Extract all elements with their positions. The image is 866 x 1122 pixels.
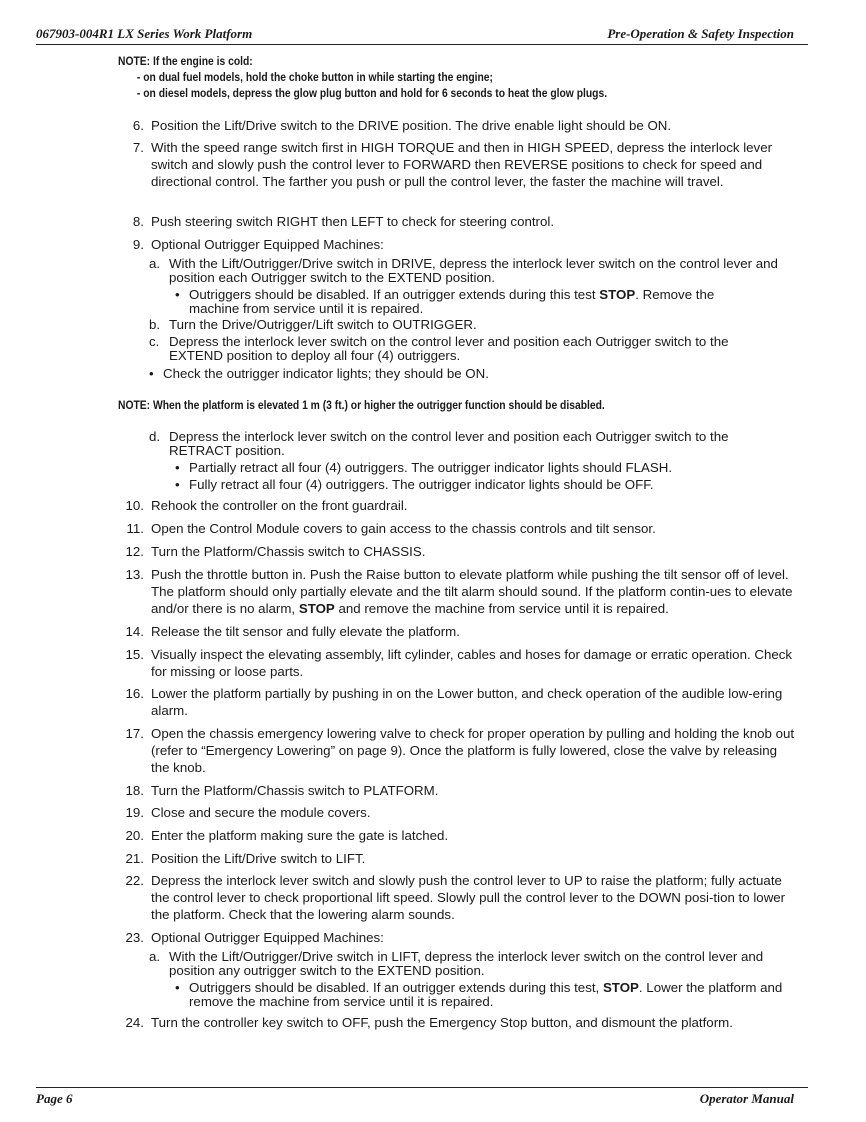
- substep-text: Turn the Drive/Outrigger/Lift switch to OUTRIGGER.: [169, 317, 477, 332]
- step-number: 23.: [125, 930, 144, 945]
- header-section-title: Pre-Operation & Safety Inspection: [607, 26, 794, 41]
- bullet-marker: •: [175, 477, 180, 492]
- step-text: Enter the platform making sure the gate is latched.: [151, 828, 449, 843]
- step-number: 17.: [125, 726, 144, 741]
- step-number: 13.: [125, 567, 144, 582]
- bullet-text: Check the outrigger indicator lights; they should be ON.: [163, 366, 489, 381]
- step-text: Optional Outrigger Equipped Machines:: [151, 930, 384, 945]
- note-engine-cold-diesel: - on diesel models, depress the glow plug button and hold for 6 seconds to heat the glow plugs.: [136, 86, 608, 100]
- step-text: With the speed range switch first in HIGH TORQUE and then in HIGH SPEED, depress the interlock lever switch and slowly push the control lever to FORWARD then REVERSE positions to check for speed and directional control. The farther you push or pull the control lever, the faster the machine will travel.: [151, 140, 773, 189]
- header-document-title: 067903-004R1 LX Series Work Platform: [36, 26, 253, 41]
- step-number: 24.: [125, 1015, 144, 1030]
- footer-page-number: Page 6: [36, 1091, 73, 1106]
- step-number: 11.: [126, 521, 144, 536]
- step-text: Open the Control Module covers to gain access to the chassis controls and tilt sensor.: [151, 521, 656, 536]
- step-number: 10.: [125, 498, 144, 513]
- note-outrigger-disabled: [118, 397, 605, 413]
- substep-text: With the Lift/Outrigger/Drive switch in LIFT, depress the interlock lever switch on the control lever and position any outrigger switch to the EXTEND position.: [169, 949, 764, 978]
- step-text: Turn the Platform/Chassis switch to CHASSIS.: [151, 544, 426, 559]
- step-text: Release the tilt sensor and fully elevate the platform.: [151, 624, 460, 639]
- step-text: Push the throttle button in. Push the Raise button to elevate platform while pushing the tilt sensor off of level. The platform should only partially elevate and the tilt alarm should sound. If the platform contin-ues to elevate and/or there is no alarm, STOP and remove the machine from service until it is repaired.: [151, 567, 793, 616]
- bullet-text: Outriggers should be disabled. If an outrigger extends during this test STOP. Remove the machine from service until it is repaired.: [189, 287, 715, 316]
- step-number: 7.: [132, 140, 144, 155]
- substep-text: With the Lift/Outrigger/Drive switch in DRIVE, depress the interlock lever switch on the control lever and position each Outrigger switch to the EXTEND position.: [169, 256, 778, 285]
- step-number: 15.: [125, 647, 144, 662]
- step-number: 14.: [125, 624, 144, 639]
- substep-letter: a.: [149, 256, 161, 271]
- substep-letter: d.: [149, 429, 161, 444]
- step-text: Turn the Platform/Chassis switch to PLATFORM.: [151, 783, 439, 798]
- step-text: Position the Lift/Drive switch to the DRIVE position. The drive enable light should be ON.: [151, 118, 672, 133]
- stop-emphasis: STOP: [599, 287, 636, 302]
- substep-text: Depress the interlock lever switch on the control lever and position each Outrigger switch to the EXTEND position to deploy all four (4) outriggers.: [169, 334, 729, 363]
- substep-text: Depress the interlock lever switch on the control lever and position each Outrigger switch to the RETRACT position.: [169, 429, 729, 458]
- bullet-marker: •: [175, 980, 180, 995]
- step-text: Depress the interlock lever switch and slowly push the control lever to UP to raise the platform; fully actuate the control lever to check proportional lift speed. Slowly pull the control lever to the DOWN posi-tion to lower the platform. Check that the lowering alarm sounds.: [151, 873, 786, 922]
- stop-emphasis: STOP: [298, 601, 335, 616]
- substep-letter: b.: [149, 317, 161, 332]
- step-text: Visually inspect the elevating assembly, lift cylinder, cables and hoses for damage or erratic operation. Check for missing or loose parts.: [151, 647, 793, 679]
- substep-letter: c.: [149, 334, 160, 349]
- bullet-marker: •: [175, 460, 180, 475]
- page-header: [36, 26, 808, 45]
- step-number: 18.: [125, 783, 144, 798]
- substep-letter: a.: [149, 949, 161, 964]
- note-engine-cold-dual-fuel: - on dual fuel models, hold the choke button in while starting the engine;: [136, 70, 493, 84]
- step-text: Rehook the controller on the front guardrail.: [151, 498, 408, 513]
- step-number: 16.: [125, 686, 144, 701]
- bullet-text: Outriggers should be disabled. If an outrigger extends during this test, STOP. Lower the platform and remove the machine from service until it is repaired.: [189, 980, 783, 1009]
- bullet-text: Fully retract all four (4) outriggers. The outrigger indicator lights should be OFF.: [189, 477, 654, 492]
- bullet-marker: •: [149, 366, 154, 381]
- note-engine-cold-title: NOTE: If the engine is cold:: [118, 54, 253, 68]
- bullet-marker: •: [175, 287, 180, 302]
- step-text: Lower the platform partially by pushing in on the Lower button, and check operation of the audible low-ering alarm.: [151, 686, 783, 718]
- step-text: Push steering switch RIGHT then LEFT to check for steering control.: [151, 214, 555, 229]
- note-engine-cold: [118, 53, 607, 101]
- step-number: 6.: [132, 118, 144, 133]
- step-text: Close and secure the module covers.: [151, 805, 371, 820]
- step-number: 19.: [125, 805, 144, 820]
- note-outrigger-disabled-text: NOTE: When the platform is elevated 1 m (3 ft.) or higher the outrigger function should be disabled.: [118, 398, 605, 412]
- step-number: 20.: [125, 828, 144, 843]
- step-number: 21.: [125, 851, 144, 866]
- step-number: 22.: [125, 873, 144, 888]
- step-number: 9.: [132, 237, 144, 252]
- step-number: 12.: [125, 544, 144, 559]
- step-text: Optional Outrigger Equipped Machines:: [151, 237, 384, 252]
- step-text: Open the chassis emergency lowering valve to check for proper operation by pulling and holding the knob out (refer to “Emergency Lowering” on page 9). Once the platform is fully lowered, close the valve by releasing the knob.: [151, 726, 795, 775]
- stop-emphasis: STOP: [602, 980, 639, 995]
- page-footer: [36, 1087, 808, 1108]
- step-text: Turn the controller key switch to OFF, push the Emergency Stop button, and dismount the platform.: [151, 1015, 733, 1030]
- bullet-text: Partially retract all four (4) outriggers. The outrigger indicator lights should FLASH.: [189, 460, 673, 475]
- footer-manual-title: Operator Manual: [699, 1091, 794, 1106]
- step-number: 8.: [132, 214, 144, 229]
- step-text: Position the Lift/Drive switch to LIFT.: [151, 851, 366, 866]
